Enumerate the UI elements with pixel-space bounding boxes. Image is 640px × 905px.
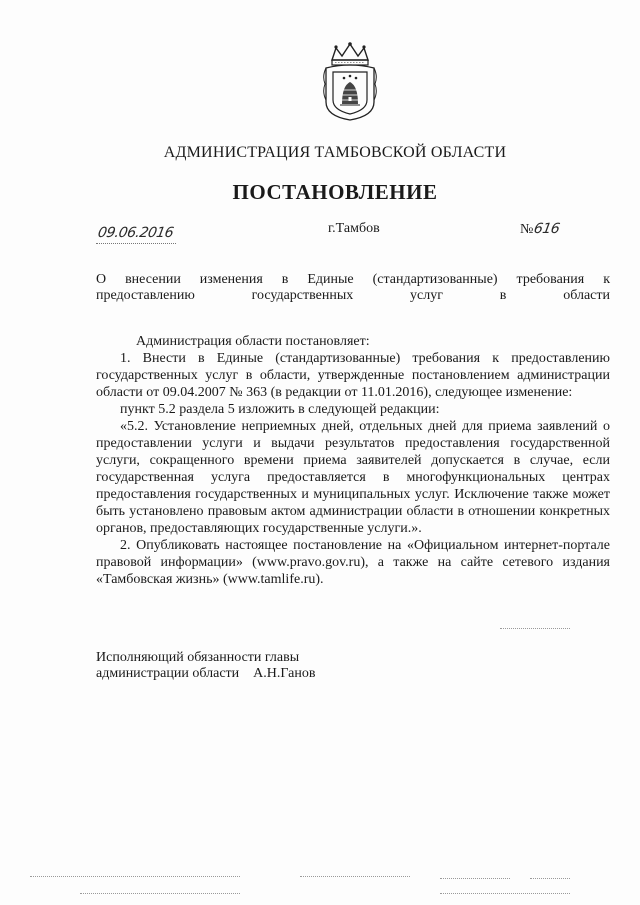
document-type-title: ПОСТАНОВЛЕНИЕ (232, 180, 438, 204)
organization-title: АДМИНИСТРАЦИЯ ТАМБОВСКОЙ ОБЛАСТИ (163, 144, 507, 161)
body-paragraph-intro: Администрация области постановляет: (136, 334, 370, 349)
date-number-line (96, 221, 604, 249)
signature-position-text: администрации области (96, 666, 240, 681)
signature-position-line-2 (96, 666, 315, 682)
scan-artifact-line (440, 878, 510, 879)
subject-line-1: О внесении изменения в Единые (стандартизованные) требования к (96, 272, 610, 287)
scan-artifact-line (440, 893, 570, 894)
signature-block (96, 650, 315, 682)
scan-artifact-line (30, 876, 240, 877)
body-paragraph-clause: пункт 5.2 раздела 5 изложить в следующей редакции: (120, 402, 440, 417)
body-paragraph-1: 1. Внести в Единые (стандартизованные) требования к предоставлению государственных услуг в области, утвержденные постановлением администрации области от 09.04.2007 № 363 (в редакции от 11.01.2016), следующее изменение: (96, 351, 610, 400)
document-subject (96, 272, 610, 304)
scan-artifact-line (80, 893, 240, 894)
scan-artifact-line (300, 876, 410, 877)
document-number-block (520, 221, 560, 238)
subject-line-2: предоставлению государственных услуг в области (96, 288, 610, 303)
document-city: г.Тамбов (328, 221, 380, 236)
coat-of-arms-icon (322, 42, 378, 122)
body-paragraph-2: 2. Опубликовать настоящее постановление на «Официальном интернет-портале правовой информации» (www.pravo.gov.ru), а также на сайте сетевого издания «Тамбовская жизнь» (www.tamlife.ru). (96, 538, 610, 587)
scan-artifact-line (530, 878, 570, 879)
document-date: 09.06.2016 (96, 225, 175, 241)
document-body (96, 333, 610, 588)
body-paragraph-quoted: «5.2. Установление неприемных дней, отдельных дней для приема заявлений о предоставлении услуги и выдачи результатов предоставления государственной услуги, сокращенного времени приема заявителей допускается в случае, если государственная услуга предоставляется в многофункциональных центрах предоставления государственных и муниципальных услуг. Исключение также может быть установлено правовым актом администрации области в отношении конкретных органов, предоставляющих государственные услуги.». (96, 419, 610, 536)
number-sign: № (520, 222, 534, 237)
document-number: 616 (532, 221, 562, 237)
signature-position-line-1: Исполняющий обязанности главы (96, 650, 300, 665)
signature-name: А.Н.Ганов (253, 666, 316, 681)
scan-artifact-line (500, 628, 570, 629)
date-underline (96, 243, 176, 244)
